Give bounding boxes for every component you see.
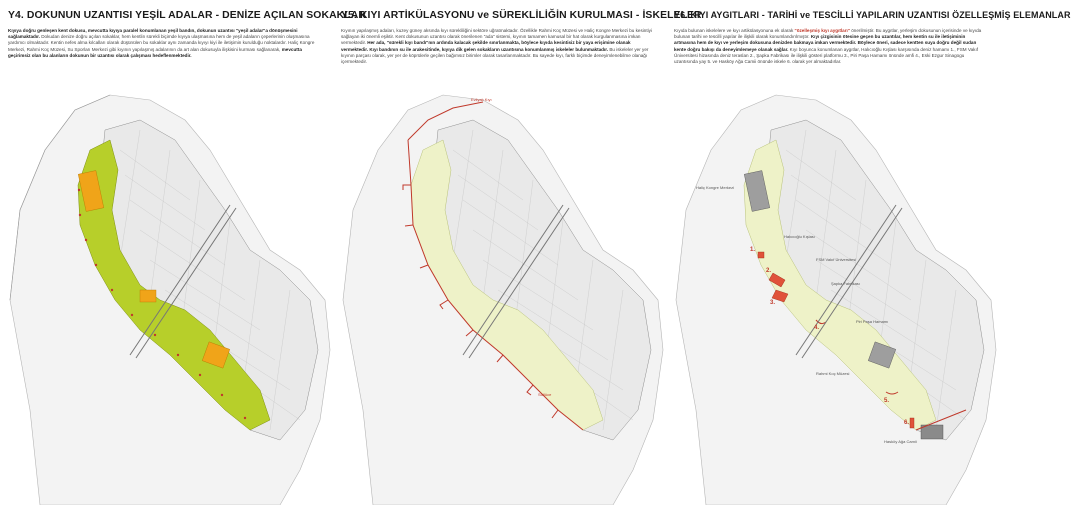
panel-description xyxy=(8,28,320,59)
text-normal: Kıyının yapılaşmış adaları, kuzey güney aksında kıyı sürekliliğini sektöre uğratmaktadır. Özellikle Rahmi Koç Müzesi ve Haliç Kongre Merkezi bu kesintiyi sağlayan iki önemli eşiktir. Kent dokusunun uzantısı olarak önerilenen "ada" sistemi, kıyının tamamen kamusal bir hat olarak kurgulanmasına imkan vermektedir. xyxy=(341,28,652,46)
text-normal-2: önerilmiştir. Bu aygıtlar, yerleşim dokusunun içerisinde ve kıyıda bulunan tarihi ve tescilli yapılar ile ilişkili olarak konumlandırılmıştır. xyxy=(674,28,982,40)
text-bold-2: mevcutta geçirimsiz olan bu alanların dokunun bir uzantısı olarak çalışması hedeflenmektedir. xyxy=(8,46,302,58)
road-label: Evliyalı Kıyı xyxy=(471,97,492,102)
panel-y5 xyxy=(333,0,702,505)
panel-y4 xyxy=(0,0,366,505)
device-number-5: 5. xyxy=(884,398,890,404)
road-label-south: Sütlüce xyxy=(538,392,552,397)
panel-y6 xyxy=(666,0,1071,505)
text-bold: Kıyı çizgisinin ötesine geçen bu uzantılar, hem kentin su ile iletişiminin artmasına hem de kıyı ve yerleşim dokusuna denizden bakmaya imkan vermektedir. Böylece öneri, sadece kentten suya doğru değil sudan kente doğru bakışı da deneyimlemeye olanak sağlar. xyxy=(674,34,977,52)
panel-title: Y6. KIYI AYGITLARI - TARİHİ ve TESCİLLİ YAPILARIN UZANTISI ÖZELLEŞMİŞ ELEMANLAR xyxy=(674,10,1071,20)
text-bold: Her ada, "sürekli kıyı bandı"nın ardında kalacak şekilde sınırlanmakta, böylece kıyıda kesintisiz bir yaya erişimine olanak vermektedir. Kıyı bandının su ile arakesitinde, kıyıya dik gelen sokakların uzantısına konumlanmış iskeleler bulunmaktadır. xyxy=(341,40,631,52)
panel-description xyxy=(674,28,986,65)
device-number-1: 1. xyxy=(750,247,756,253)
label-piri: Piri Paşa Hamamı xyxy=(856,319,889,324)
text-normal: Kıyıda bulunan iskelelere ve kıyı artikülasyonuna ek olarak xyxy=(674,28,795,33)
text-normal-3: Kıyı boyunca konumlanan aygıtlar, Halıcıoğlu Kışlası karşısında deniz hamamı 1., FSM Vakıf Üniversitesi hizasında deniz teraslan 2., Şapka Fabrikası ile ilişkili gösteri platformu 3., Piri Paşa Hamamı önünde amfi 4., Eski Ezgur Sinagogu uzantısında yay 5. ve Hasköy Ağa Camii önünde iskele 6. olarak yer almaktadırlar. xyxy=(674,46,979,65)
panel-description xyxy=(341,28,653,65)
panel-title: Y4. DOKUNUN UZANTISI YEŞİL ADALAR - DENİZE AÇILAN SOKAKLAR xyxy=(8,10,366,21)
panel-title: Y5. KIYI ARTİKÜLASYONU ve SÜREKLİLİĞİN KURULMASI - İSKELELER xyxy=(341,10,702,21)
text-normal-2: Bu iskeleler yer yer kıyının parçası olarak, yer yer de köprülerle geçilen bağımsız birimler olarak tasarlanmaktadır. Bu sayede kıyı, farklı biçimde deneyimlenebilme olanağı içermektedir. xyxy=(341,46,649,65)
device-number-3: 3. xyxy=(770,300,776,306)
sport-center-island xyxy=(140,290,156,302)
label-rahmi: Rahmi Koç Müzesi xyxy=(816,371,850,376)
text-highlight: "özelleşmiş kıyı aygıtları" xyxy=(794,28,850,33)
label-sapka: Şapka Fabrikası xyxy=(831,281,860,286)
site-map-y4 xyxy=(0,0,366,505)
label-halic: Haliç Kongre Merkezi xyxy=(696,185,735,190)
text-bold: Kıyıya doğru genleşen kent dokusu, mevcutta kıyıya paralel konumlanan yeşil bandın, dokunun uzantısı "yeşil adalar"a dönüşmesini sağlamaktadır. xyxy=(8,28,298,40)
text-normal: Dokudan denize doğru açılan sokaklar, hem kentlin sürekli biçimde kıyıya ulaşmasına hem de yeşil adaların çeperlerinin oluşmasına yardımcı olmaktadır. Kentin nefes alma kılcalları olarak düşünülen bu sokaklar aynı zamanda kıyıyı kiyi ile iletişimin kurulduğu noktalardır. Haliç Kongre Merkezi, Rahmi Koç Müzesi, Su Sporları Merkezi gibi kıyının yapılaşmış adalarının da art alan dokusuyla ilişkisini kurması sağlanarak, xyxy=(8,34,315,52)
device-number-2: 2. xyxy=(766,268,772,274)
site-map-y6 xyxy=(666,0,1071,505)
label-fsm: FSM Vakıf Üniversitesi xyxy=(816,257,857,262)
label-haskoy: Hasköy Ağa Camii xyxy=(884,439,917,444)
label-halicioglu: Halıcıoğlu Kışlası xyxy=(784,234,815,239)
site-map-y5 xyxy=(333,0,702,505)
device-number-6: 6. xyxy=(904,420,910,426)
device-number-4: 4. xyxy=(814,325,820,331)
